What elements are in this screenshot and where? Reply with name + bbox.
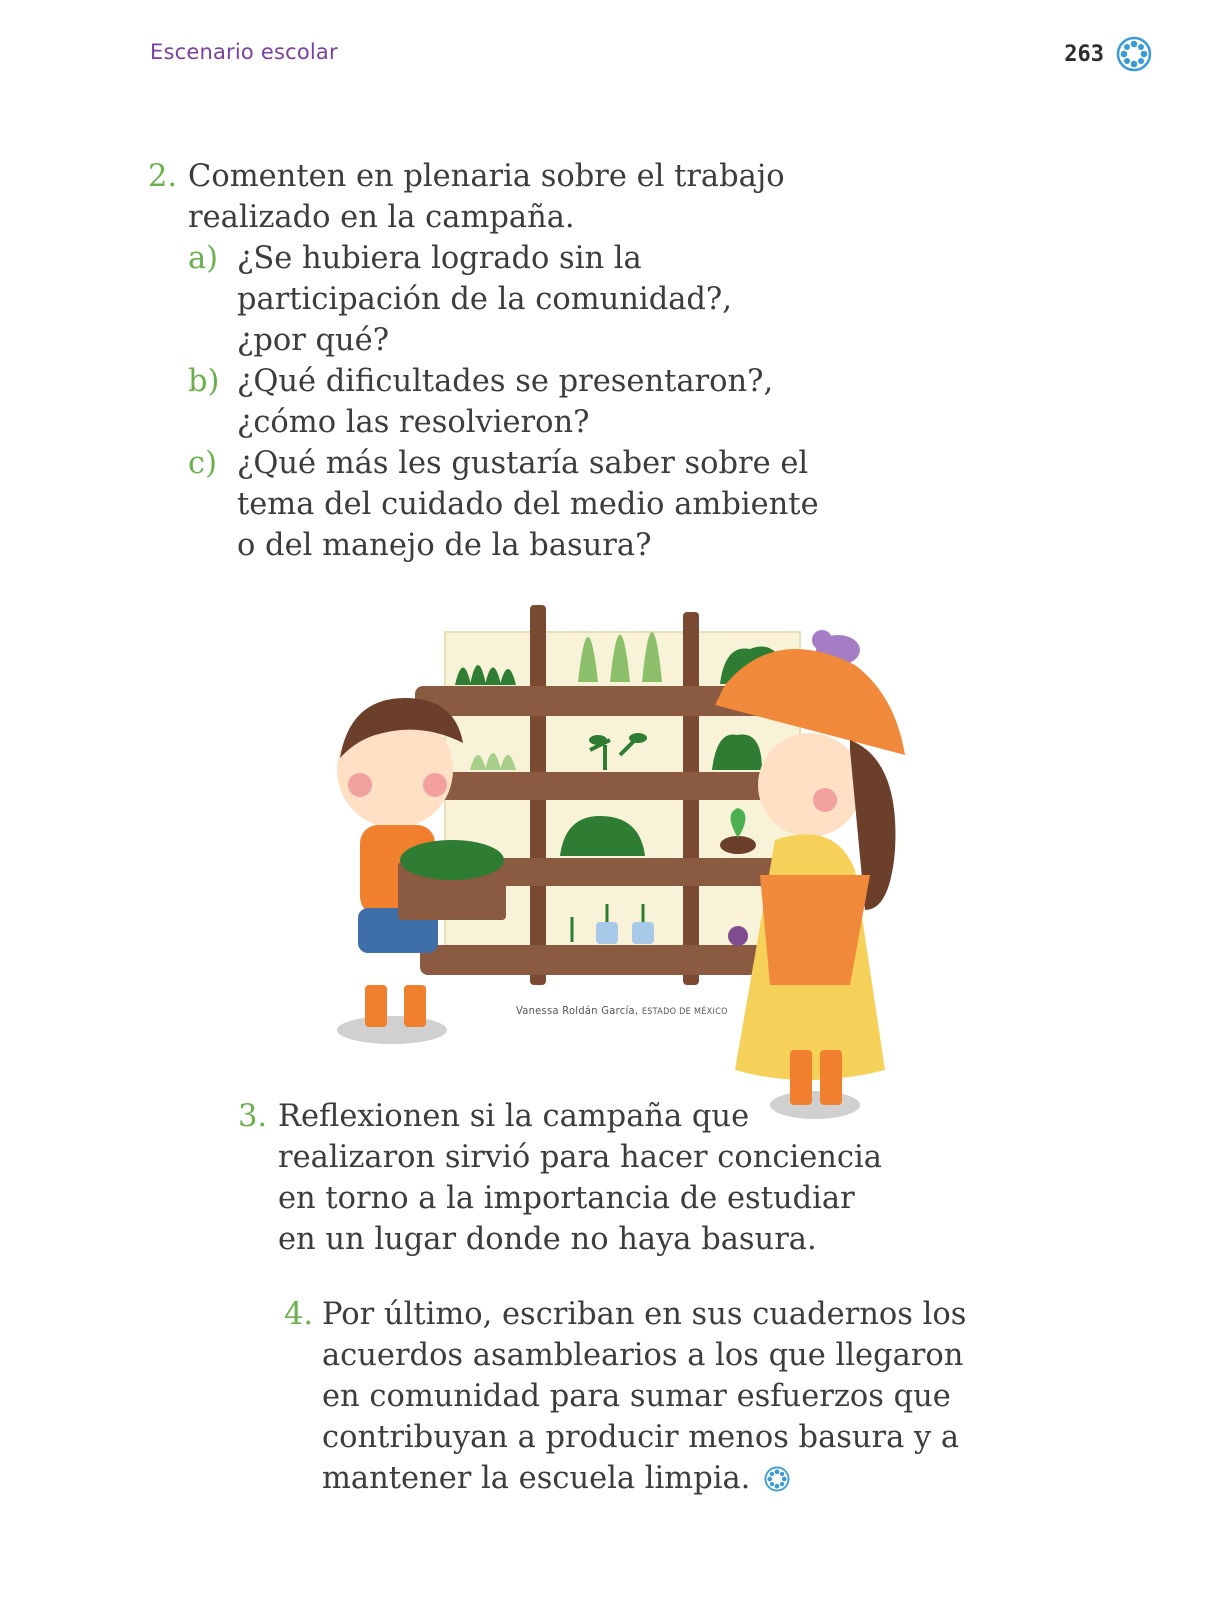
illustration-credit	[516, 1004, 728, 1017]
text-line: Por último, escriban en sus cuadernos los	[322, 1297, 967, 1332]
text-line: contribuyan a producir menos basura y a	[322, 1420, 960, 1455]
text-line-last	[322, 1458, 966, 1499]
text-line: o del manejo de la basura?	[237, 528, 652, 563]
flower-end-icon	[764, 1466, 790, 1492]
credit-name: Vanessa Roldán García,	[516, 1004, 639, 1017]
text-line: realizaron sirvió para hacer conciencia	[278, 1140, 882, 1175]
text-line: ¿Qué dificultades se presentaron?,	[237, 364, 774, 399]
text-line: mantener la escuela limpia.	[322, 1461, 751, 1496]
question-4	[284, 1294, 966, 1499]
page-number: 263	[1064, 41, 1104, 67]
text-line: participación de la comunidad?,	[237, 282, 732, 317]
sub-label: c)	[188, 446, 217, 481]
text-line: en comunidad para sumar esfuerzos que	[322, 1379, 951, 1414]
text-line: Comenten en plenaria sobre el trabajo	[188, 159, 785, 194]
sub-label: a)	[188, 241, 219, 276]
credit-place: ESTADO DE MÉXICO	[641, 1007, 728, 1017]
garden-illustration	[320, 590, 920, 1120]
text-line: Reflexionen si la campaña que	[278, 1099, 750, 1134]
section-title: Escenario escolar	[150, 40, 338, 64]
text-line: tema del cuidado del medio ambiente	[237, 487, 819, 522]
text-line: ¿Se hubiera logrado sin la	[237, 241, 642, 276]
text-line: ¿cómo las resolvieron?	[237, 405, 590, 440]
question-2a	[188, 238, 732, 361]
text-line: ¿por qué?	[237, 323, 390, 358]
text-line: en torno a la importancia de estudiar	[278, 1181, 855, 1216]
text-line: en un lugar donde no haya basura.	[278, 1222, 817, 1257]
text-line: realizado en la campaña.	[188, 200, 575, 235]
question-3	[238, 1096, 882, 1260]
question-2	[148, 156, 785, 238]
question-number: 3.	[238, 1099, 268, 1134]
question-2c	[188, 443, 819, 566]
question-number: 4.	[284, 1297, 314, 1332]
page-header-right	[1064, 36, 1152, 72]
sub-label: b)	[188, 364, 220, 399]
text-line: ¿Qué más les gustaría saber sobre el	[237, 446, 809, 481]
flower-emblem-icon	[1116, 36, 1152, 72]
question-number: 2.	[148, 159, 178, 194]
question-2b	[188, 361, 773, 443]
text-line: acuerdos asamblearios a los que llegaron	[322, 1338, 964, 1373]
